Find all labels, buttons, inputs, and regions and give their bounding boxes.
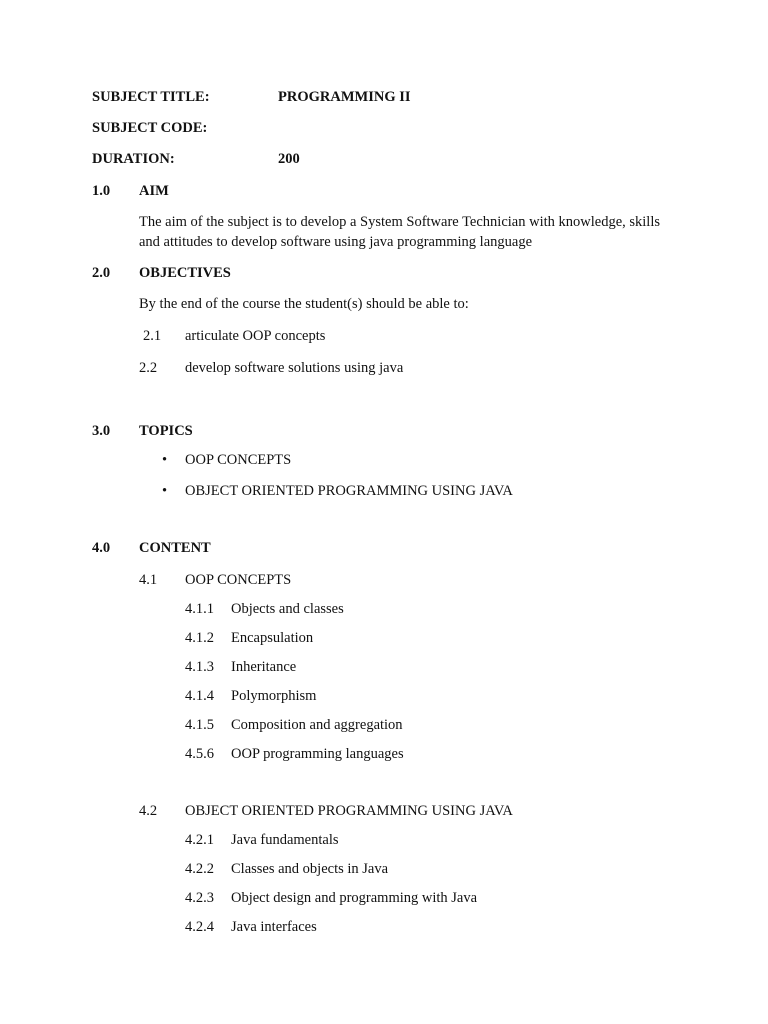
subsection-text: Inheritance [231,659,297,675]
subsection-number: 4.2.4 [185,919,214,935]
subsection-text: Java interfaces [231,919,317,935]
aim-heading: AIM [139,183,169,199]
subsection-number: 4.1.3 [185,659,214,675]
topics-heading: TOPICS [139,423,193,439]
section-title: OOP CONCEPTS [185,572,292,588]
objective-text: articulate OOP concepts [185,328,326,344]
subsection-text: Encapsulation [231,630,314,646]
subsection-text: Classes and objects in Java [231,861,389,877]
bullet-icon: • [162,483,168,499]
aim-text: The aim of the subject is to develop a System Software Technician with knowledge, skills and attitudes to develop software using java programming language [139,214,661,250]
content-heading: CONTENT [139,540,211,556]
subsection-number: 4.1.1 [185,601,214,617]
objective-number: 2.2 [139,360,158,376]
subsection-text: Java fundamentals [231,832,339,848]
subsection-text: OOP programming languages [231,746,404,762]
topics-number: 3.0 [92,423,111,439]
subsection-text: Object design and programming with Java [231,890,478,906]
subsection-number: 4.5.6 [185,746,214,762]
subsection-number: 4.2.3 [185,890,214,906]
subsection-text: Objects and classes [231,601,344,617]
objectives-number: 2.0 [92,265,111,281]
subsection-number: 4.2.1 [185,832,214,848]
objectives-intro: By the end of the course the student(s) should be able to: [139,296,469,312]
subject-code-label: SUBJECT CODE: [92,120,208,136]
aim-number: 1.0 [92,183,111,199]
topic-item: OOP CONCEPTS [185,452,292,468]
section-number: 4.1 [139,572,158,588]
subsection-number: 4.2.2 [185,861,214,877]
objective-text: develop software solutions using java [185,360,404,376]
subject-title-value: PROGRAMMING II [278,89,411,105]
content-number: 4.0 [92,540,111,556]
section-title: OBJECT ORIENTED PROGRAMMING USING JAVA [185,803,513,819]
topic-item: OBJECT ORIENTED PROGRAMMING USING JAVA [185,483,513,499]
subsection-number: 4.1.2 [185,630,214,646]
subsection-text: Polymorphism [231,688,317,704]
subsection-number: 4.1.5 [185,717,214,733]
bullet-icon: • [162,452,168,468]
subsection-text: Composition and aggregation [231,717,403,733]
section-number: 4.2 [139,803,158,819]
duration-label: DURATION: [92,151,175,167]
objectives-heading: OBJECTIVES [139,265,231,281]
duration-value: 200 [278,151,300,167]
subsection-number: 4.1.4 [185,688,214,704]
objective-number: 2.1 [143,328,162,344]
subject-title-label: SUBJECT TITLE: [92,89,210,105]
